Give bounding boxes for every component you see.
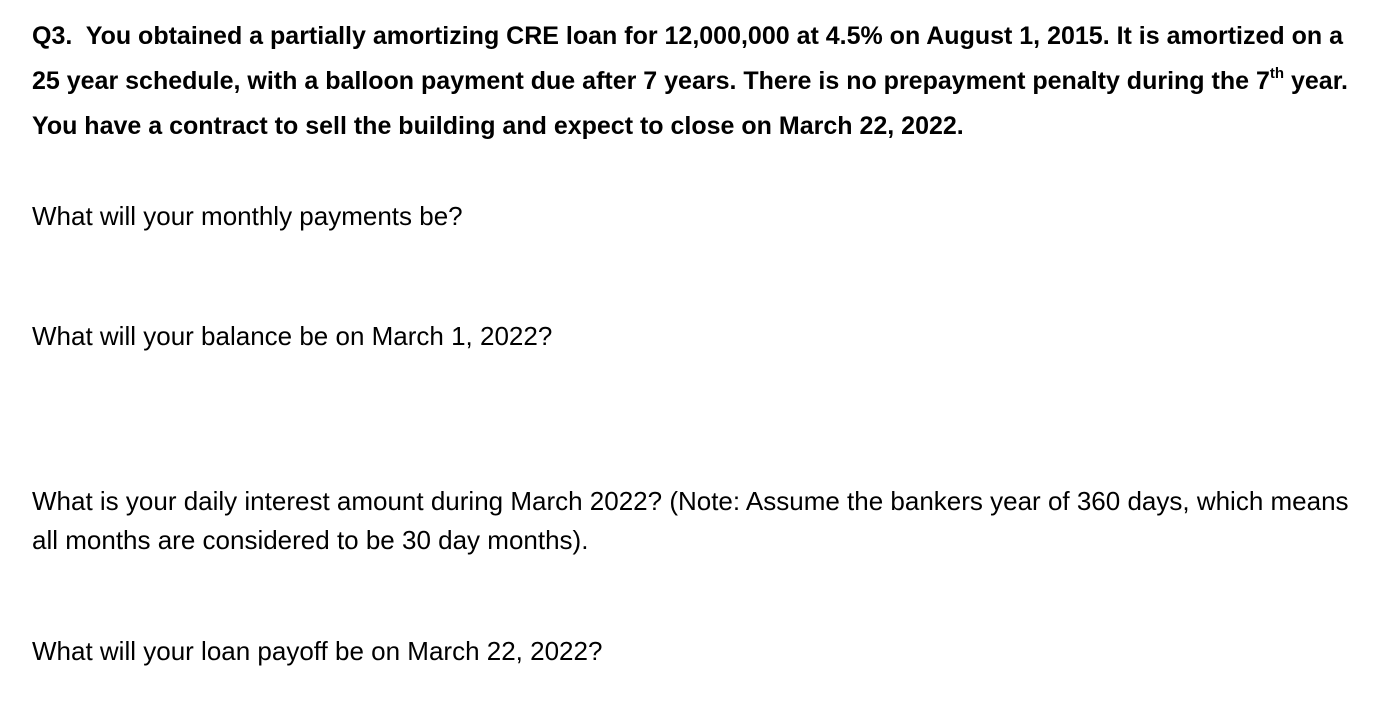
question-text-part1: You obtained a partially amortizing CRE loan for 12,000,000 at 4.5% on August 1, 2015. It is amortized on a 25 year schedule, with a balloon payment due after 7 years. There is no prepayment penalty during the 7	[32, 22, 1344, 95]
sub-question-monthly-payment: What will your monthly payments be?	[32, 201, 463, 231]
sub-question-daily-interest: What is your daily interest amount during March 2022? (Note: Assume the bankers year of 360 days, which means all months are considered to be 30 day months).	[32, 486, 1349, 555]
ordinal-superscript: th	[1269, 64, 1285, 82]
sub-question-balance: What will your balance be on March 1, 2022?	[32, 321, 553, 351]
question-text-part2: year. You have a contract to sell the building and expect to close on March 22, 2022.	[32, 67, 1348, 140]
sub-question-payoff: What will your loan payoff be on March 22, 2022?	[32, 636, 603, 666]
question-label: Q3.	[32, 22, 73, 50]
question-intro	[32, 14, 1372, 149]
